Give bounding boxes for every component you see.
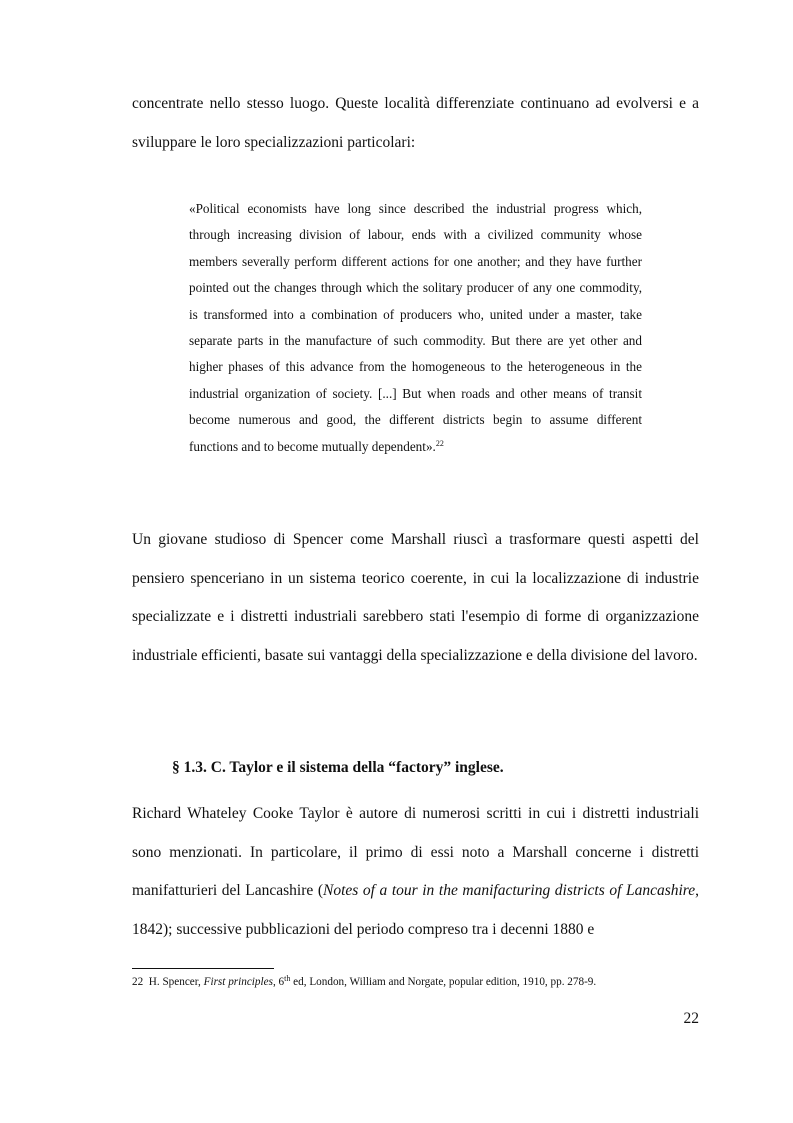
taylor-text-part2: , 1842); successive pubblicazioni del periodo compreso tra i decenni 1880 e	[132, 882, 699, 938]
footnote-rest: ed, London, William and Norgate, popular edition, 1910, pp. 278-9.	[290, 976, 597, 988]
footnote	[132, 974, 712, 990]
footnote-author: H. Spencer,	[148, 976, 201, 988]
block-quote	[189, 196, 642, 460]
footnote-title: First principles	[203, 976, 273, 988]
taylor-text-part1: Richard Whateley Cooke Taylor è autore di numerosi scritti in cui i distretti industriali sono menzionati. In particolare, il primo di essi noto a Marshall concerne i distretti manifatturieri del Lancashire (	[132, 805, 699, 899]
footnote-edition: , 6	[272, 976, 285, 988]
quote-text: «Political economists have long since described the industrial progress which, through increasing division of labour, ends with a civilized community whose members severally perform different actions for one another; and they have further pointed out the changes through which the solitary producer of any one commodity, is transformed into a combination of producers who, united under a master, take separate parts in the manufacture of such commodity. But there are yet other and higher phases of this advance from the homogeneous to the heterogeneous in the industrial organization of society. [...] But when roads and other means of transit become numerous and good, the different districts begin to assume different functions and to become mutually dependent».	[189, 201, 642, 454]
footnote-edition-suffix: th	[284, 974, 291, 983]
page-number: 22	[683, 1010, 699, 1027]
cited-work-title: Notes of a tour in the manifacturing districts of Lancashire	[323, 882, 696, 899]
footnote-separator	[132, 968, 274, 969]
section-heading: § 1.3. C. Taylor e il sistema della “factory” inglese.	[172, 759, 504, 776]
body-paragraph-spencer: Un giovane studioso di Spencer come Marshall riuscì a trasformare questi aspetti del pensiero spenceriano in un sistema teorico coerente, in cui la localizzazione di industrie specializzate e i distretti industriali sarebbero stati l'esempio di forme di organizzazione industriale efficienti, basate sui vantaggi della specializzazione e della divisione del lavoro.	[132, 531, 699, 664]
body-paragraph-taylor	[132, 795, 699, 949]
footnote-reference[interactable]: 22	[435, 438, 444, 448]
body-paragraph-intro: concentrate nello stesso luogo. Queste località differenziate continuano ad evolversi e a sviluppare le loro specializzazioni particolari:	[132, 95, 699, 151]
footnote-number: 22	[132, 976, 144, 988]
